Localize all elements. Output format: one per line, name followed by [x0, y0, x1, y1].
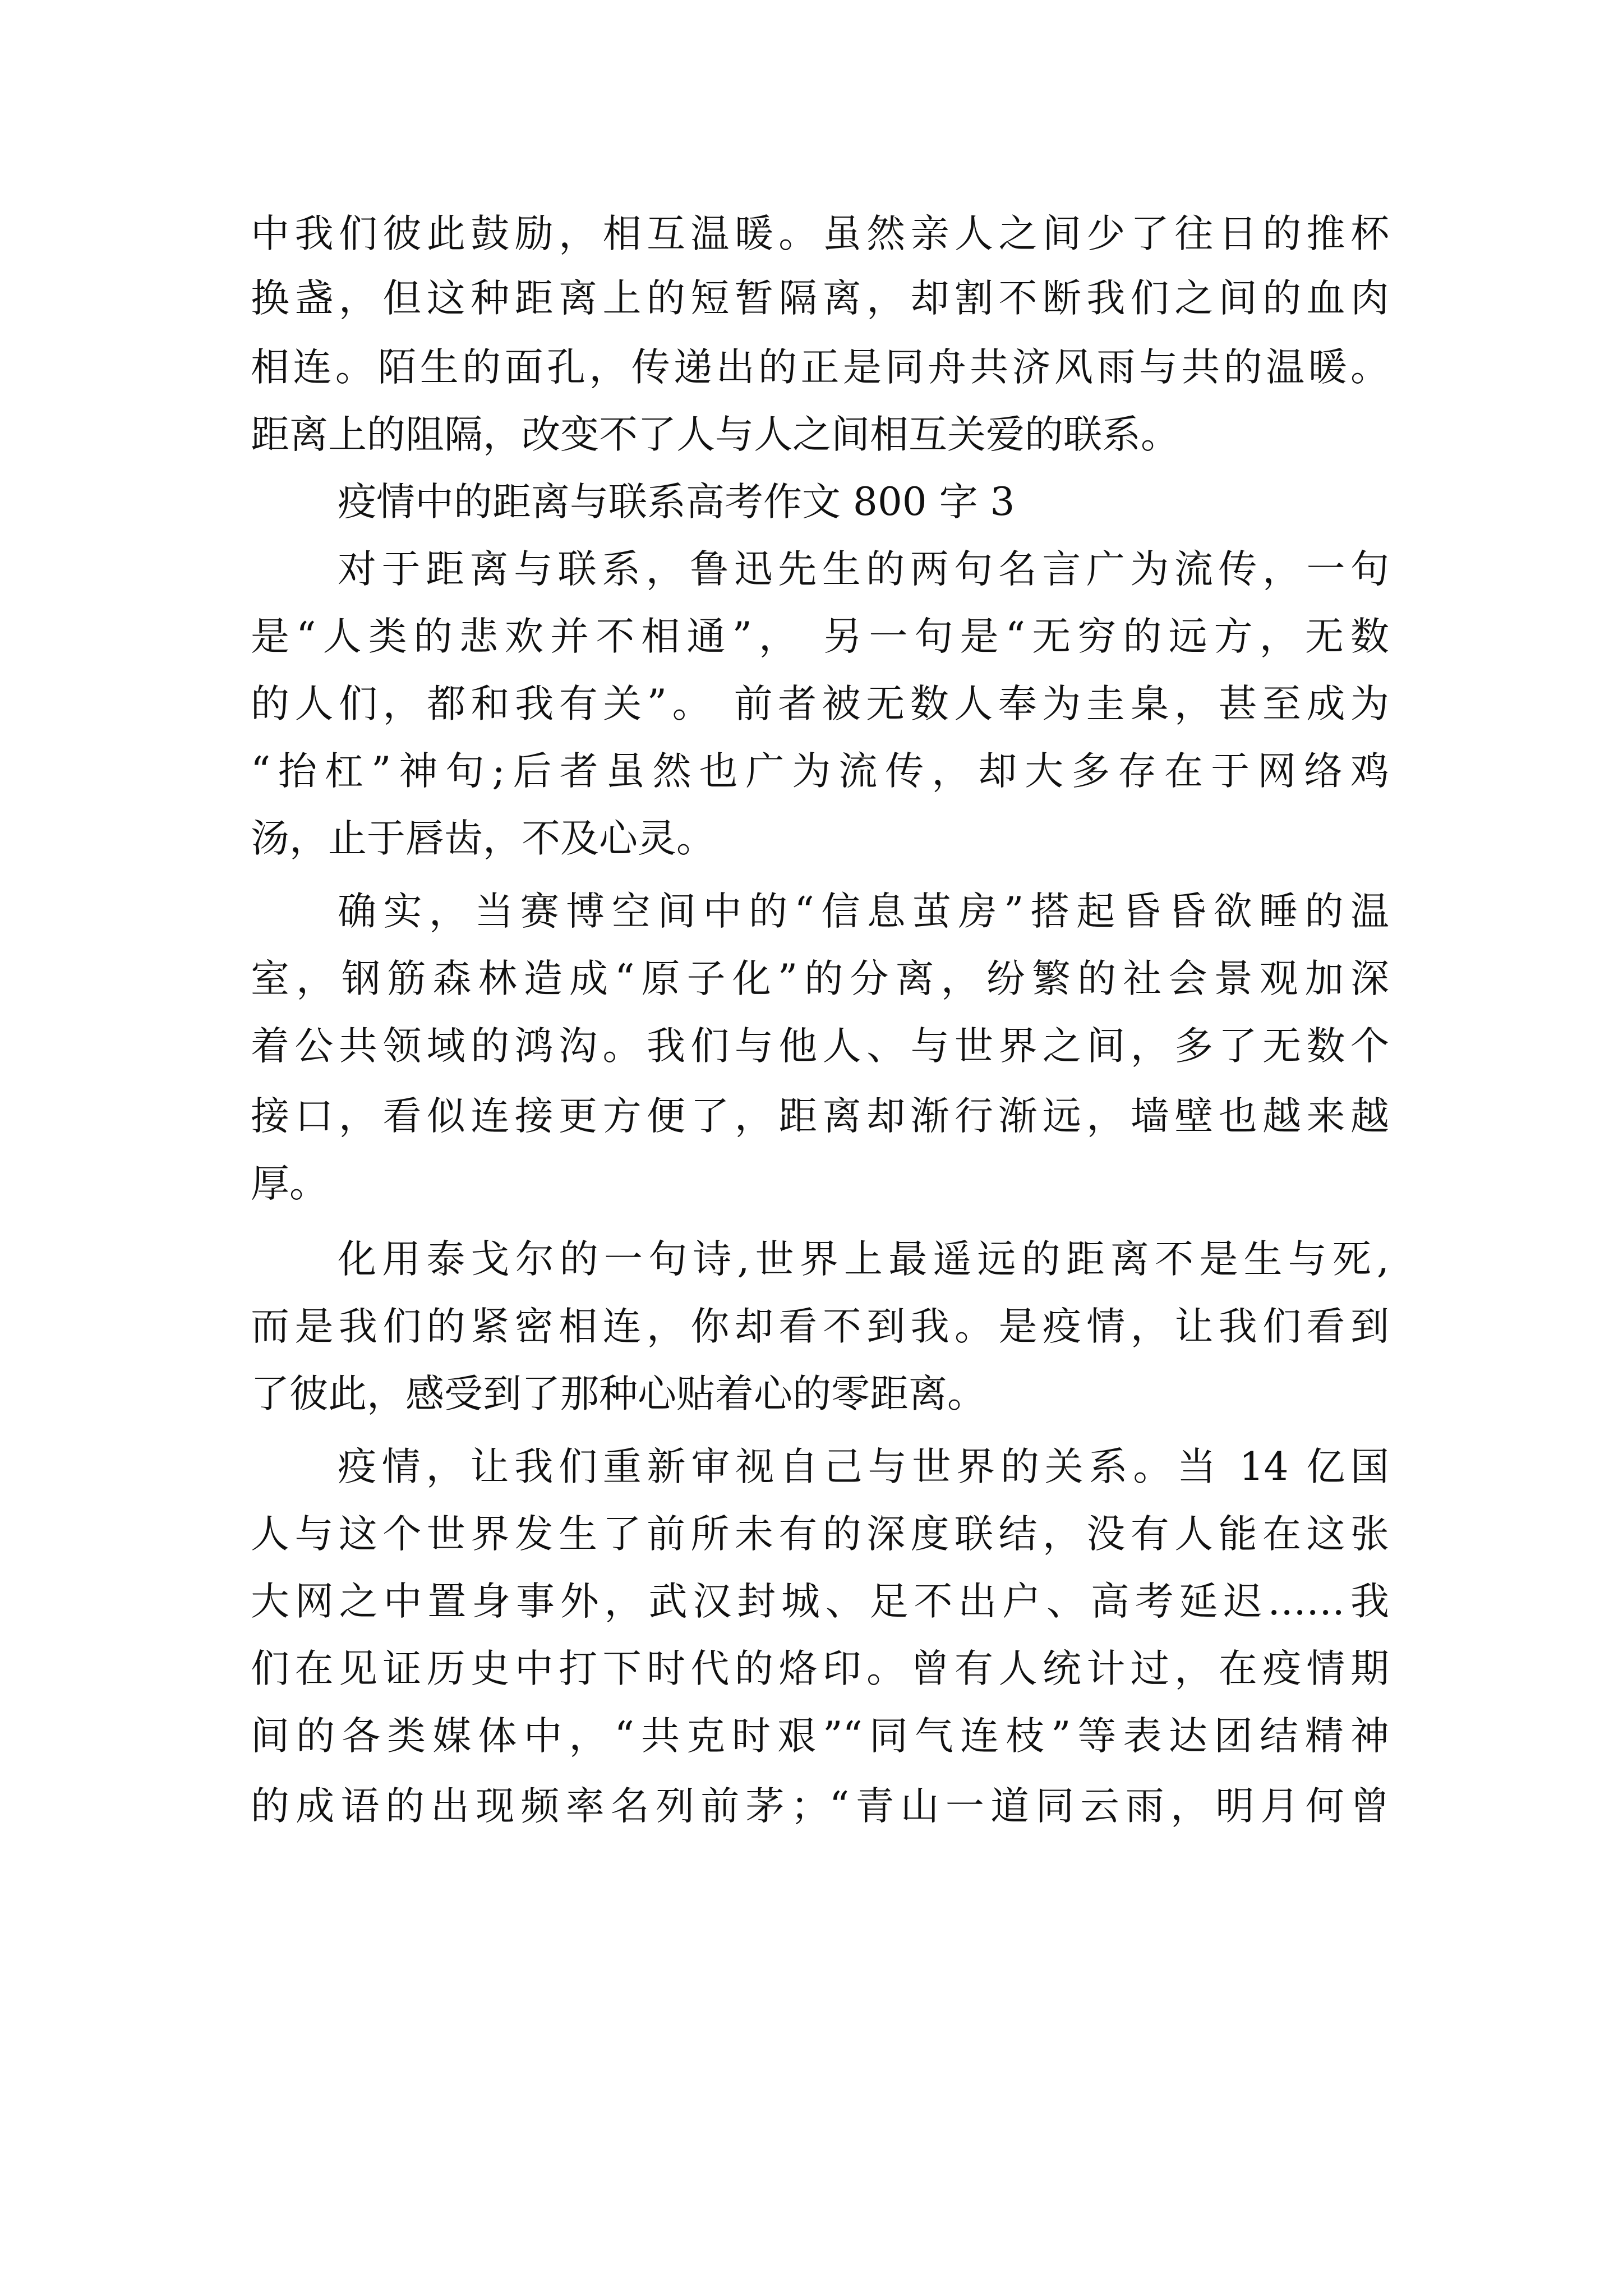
text-line: 换盏，但这种距离上的短暂隔离，却割不断我们之间的血肉: [251, 276, 1389, 321]
text-line: 汤，止于唇齿，不及心灵。: [251, 816, 715, 861]
text-line: 人与这个世界发生了前所未有的深度联结，没有人能在这张: [251, 1512, 1389, 1557]
text-line: 化用泰戈尔的一句诗,世界上最遥远的距离不是生与死,: [338, 1237, 1389, 1282]
text-line: 室，钢筋森林造成“原子化”的分离，纷繁的社会景观加深: [251, 956, 1389, 1001]
text-line: 对于距离与联系，鲁迅先生的两句名言广为流传，一句: [338, 547, 1389, 592]
text-line: 了彼此，感受到了那种心贴着心的零距离。: [251, 1372, 986, 1416]
text-line: 中我们彼此鼓励，相互温暖。虽然亲人之间少了往日的推杯: [251, 211, 1389, 256]
text-line: 距离上的阻隔，改变不了人与人之间相互关爱的联系。: [251, 412, 1179, 457]
text-line: 厚。: [251, 1161, 328, 1206]
text-line: 间的各类媒体中，“共克时艰”“同气连枝”等表达团结精神: [251, 1714, 1389, 1759]
text-line: 疫情，让我们重新审视自己与世界的关系。当 14 亿国: [338, 1444, 1389, 1489]
text-line: 是“人类的悲欢并不相通”， 另一句是“无穷的远方，无数: [251, 614, 1389, 659]
section-heading: 疫情中的距离与联系高考作文 800 字 3: [338, 480, 1015, 524]
text-line: 的成语的出现频率名列前茅；“青山一道同云雨，明月何曾: [251, 1784, 1389, 1829]
text-line: 着公共领域的鸿沟。我们与他人、与世界之间，多了无数个: [251, 1024, 1389, 1069]
text-line: “抬杠”神句;后者虽然也广为流传，却大多存在于网络鸡: [251, 749, 1389, 794]
text-line: 确实，当赛博空间中的“信息茧房”搭起昏昏欲睡的温: [338, 889, 1389, 934]
text-line: 们在见证历史中打下时代的烙印。曾有人统计过，在疫情期: [251, 1646, 1389, 1691]
text-line: 相连。陌生的面孔，传递出的正是同舟共济风雨与共的温暖。: [251, 345, 1389, 390]
text-line: 的人们，都和我有关”。 前者被无数人奉为圭臬，甚至成为: [251, 682, 1389, 726]
text-line: 接口，看似连接更方便了，距离却渐行渐远，墙壁也越来越: [251, 1094, 1389, 1139]
text-line: 大网之中置身事外，武汉封城、足不出户、高考延迟……我: [251, 1579, 1389, 1624]
text-line: 而是我们的紧密相连，你却看不到我。是疫情，让我们看到: [251, 1304, 1389, 1349]
